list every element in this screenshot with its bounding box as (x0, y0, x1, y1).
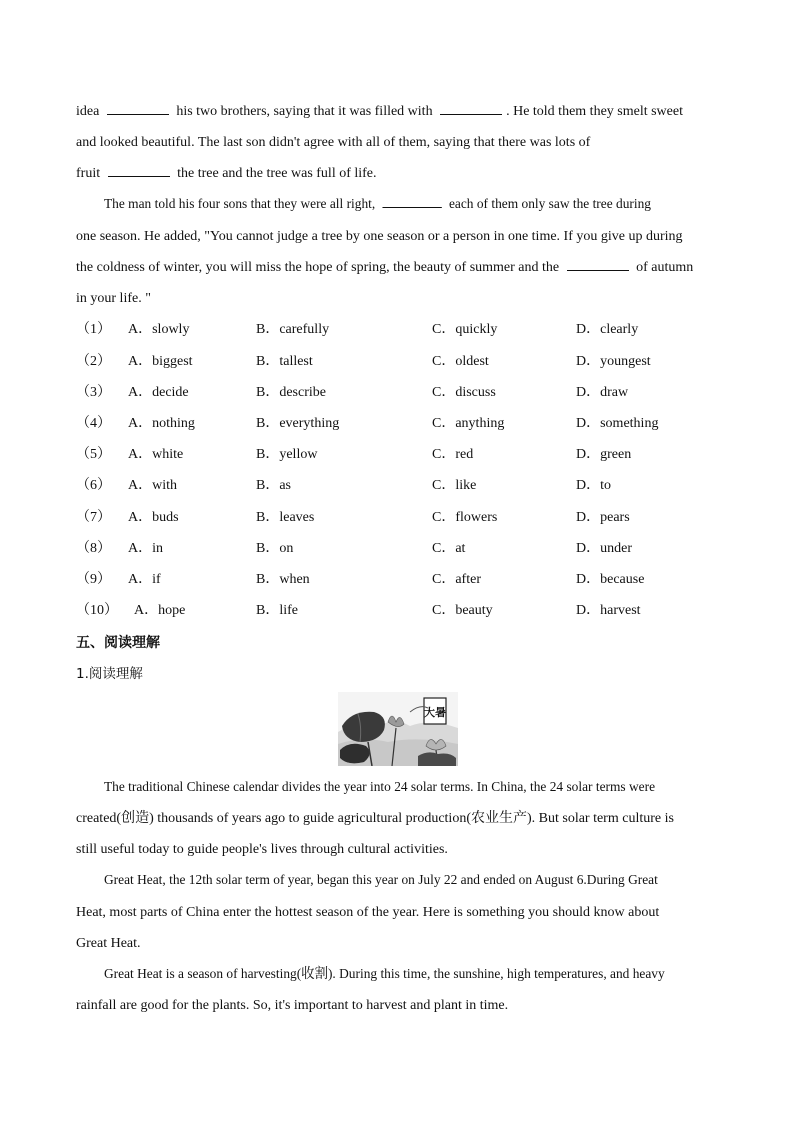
passage-line: created(创造) thousands of years ago to guide agricultural production(农业生产). But solar term culture is (76, 811, 674, 826)
passage-line: Heat, most parts of China enter the hottest season of the year. Here is something you should know about (76, 905, 660, 920)
option-c[interactable]: C．anything (432, 416, 505, 431)
option-a[interactable]: A．hope (134, 603, 186, 618)
question-number: （3） (76, 385, 111, 400)
option-b[interactable]: B．when (256, 572, 310, 587)
option-row (76, 383, 726, 403)
answer-blank[interactable] (107, 102, 169, 115)
option-b[interactable]: B．on (256, 541, 294, 556)
option-a[interactable]: A．white (128, 447, 184, 462)
passage-line: one season. He added, "You cannot judge a tree by one season or a person in one time. If you give up during (76, 229, 683, 244)
option-a[interactable]: A．biggest (128, 354, 193, 369)
question-number: （4） (76, 416, 111, 431)
option-a[interactable]: A．if (128, 572, 161, 587)
passage-line: idea his two brothers, saying that it was filled with . He told them they smelt sweet (76, 104, 683, 119)
option-d[interactable]: D．draw (576, 385, 629, 400)
question-number: （2） (76, 354, 111, 369)
option-c[interactable]: C．oldest (432, 354, 489, 369)
option-row (76, 352, 726, 372)
option-row (76, 445, 726, 465)
option-a[interactable]: A．in (128, 541, 163, 556)
passage-line: rainfall are good for the plants. So, it's important to harvest and plant in time. (76, 998, 509, 1013)
option-c[interactable]: C．discuss (432, 385, 496, 400)
option-row (76, 570, 726, 590)
option-row (76, 601, 726, 621)
question-number: （10） (76, 603, 118, 618)
passage-line: fruit the tree and the tree was full of life. (76, 166, 377, 181)
option-b[interactable]: B．describe (256, 385, 326, 400)
option-a[interactable]: A．slowly (128, 322, 190, 337)
passage-line: The man told his four sons that they were all right, each of them only saw the tree during (104, 197, 651, 212)
passage-line: Great Heat, the 12th solar term of year, began this year on July 22 and ended on August 6.During Great (104, 873, 658, 888)
option-row (76, 508, 726, 528)
option-b[interactable]: B．everything (256, 416, 340, 431)
option-row (76, 539, 726, 559)
question-number: （8） (76, 541, 111, 556)
option-b[interactable]: B．tallest (256, 354, 313, 369)
option-b[interactable]: B．yellow (256, 447, 318, 462)
option-b[interactable]: B．as (256, 478, 291, 493)
answer-blank[interactable] (108, 164, 170, 177)
option-b[interactable]: B．leaves (256, 510, 315, 525)
option-a[interactable]: A．nothing (128, 416, 195, 431)
question-number: （5） (76, 447, 111, 462)
section-title: 五、阅读理解 (76, 635, 160, 651)
option-b[interactable]: B．carefully (256, 322, 330, 337)
option-d[interactable]: D．harvest (576, 603, 641, 618)
option-d[interactable]: D．green (576, 447, 632, 462)
option-a[interactable]: A．with (128, 478, 177, 493)
option-d[interactable]: D．because (576, 572, 645, 587)
option-c[interactable]: C．red (432, 447, 474, 462)
answer-blank[interactable] (382, 195, 441, 208)
option-d[interactable]: D．pears (576, 510, 630, 525)
option-d[interactable]: D．to (576, 478, 611, 493)
seal-label: 大暑 (424, 706, 446, 719)
option-d[interactable]: D．youngest (576, 354, 651, 369)
question-number: （1） (76, 322, 111, 337)
answer-blank[interactable] (567, 258, 629, 271)
passage-line: in your life. " (76, 291, 151, 306)
passage-line: Great Heat is a season of harvesting(收割). During this time, the sunshine, high temperatures, and heavy (104, 967, 665, 982)
lotus-illustration (338, 692, 458, 766)
answer-blank[interactable] (440, 102, 502, 115)
option-c[interactable]: C．flowers (432, 510, 498, 525)
passage-line: The traditional Chinese calendar divides the year into 24 solar terms. In China, the 24 solar terms were (104, 780, 656, 795)
option-a[interactable]: A．buds (128, 510, 179, 525)
option-a[interactable]: A．decide (128, 385, 189, 400)
question-subtitle: 1.阅读理解 (76, 666, 143, 682)
option-d[interactable]: D．something (576, 416, 659, 431)
option-d[interactable]: D．under (576, 541, 632, 556)
question-number: （6） (76, 478, 111, 493)
option-row (76, 320, 726, 340)
question-number: （9） (76, 572, 111, 587)
option-c[interactable]: C．beauty (432, 603, 493, 618)
passage-line: the coldness of winter, you will miss the hope of spring, the beauty of summer and the of autumn (76, 260, 694, 275)
passage-line: and looked beautiful. The last son didn't agree with all of them, saying that there was lots of (76, 135, 591, 150)
passage-line: Great Heat. (76, 936, 141, 951)
option-c[interactable]: C．like (432, 478, 477, 493)
option-c[interactable]: C．after (432, 572, 481, 587)
option-c[interactable]: C．at (432, 541, 466, 556)
passage-line: still useful today to guide people's lives through cultural activities. (76, 842, 448, 857)
option-b[interactable]: B．life (256, 603, 298, 618)
option-row (76, 414, 726, 434)
question-number: （7） (76, 510, 111, 525)
option-d[interactable]: D．clearly (576, 322, 639, 337)
option-row (76, 476, 726, 496)
option-c[interactable]: C．quickly (432, 322, 498, 337)
